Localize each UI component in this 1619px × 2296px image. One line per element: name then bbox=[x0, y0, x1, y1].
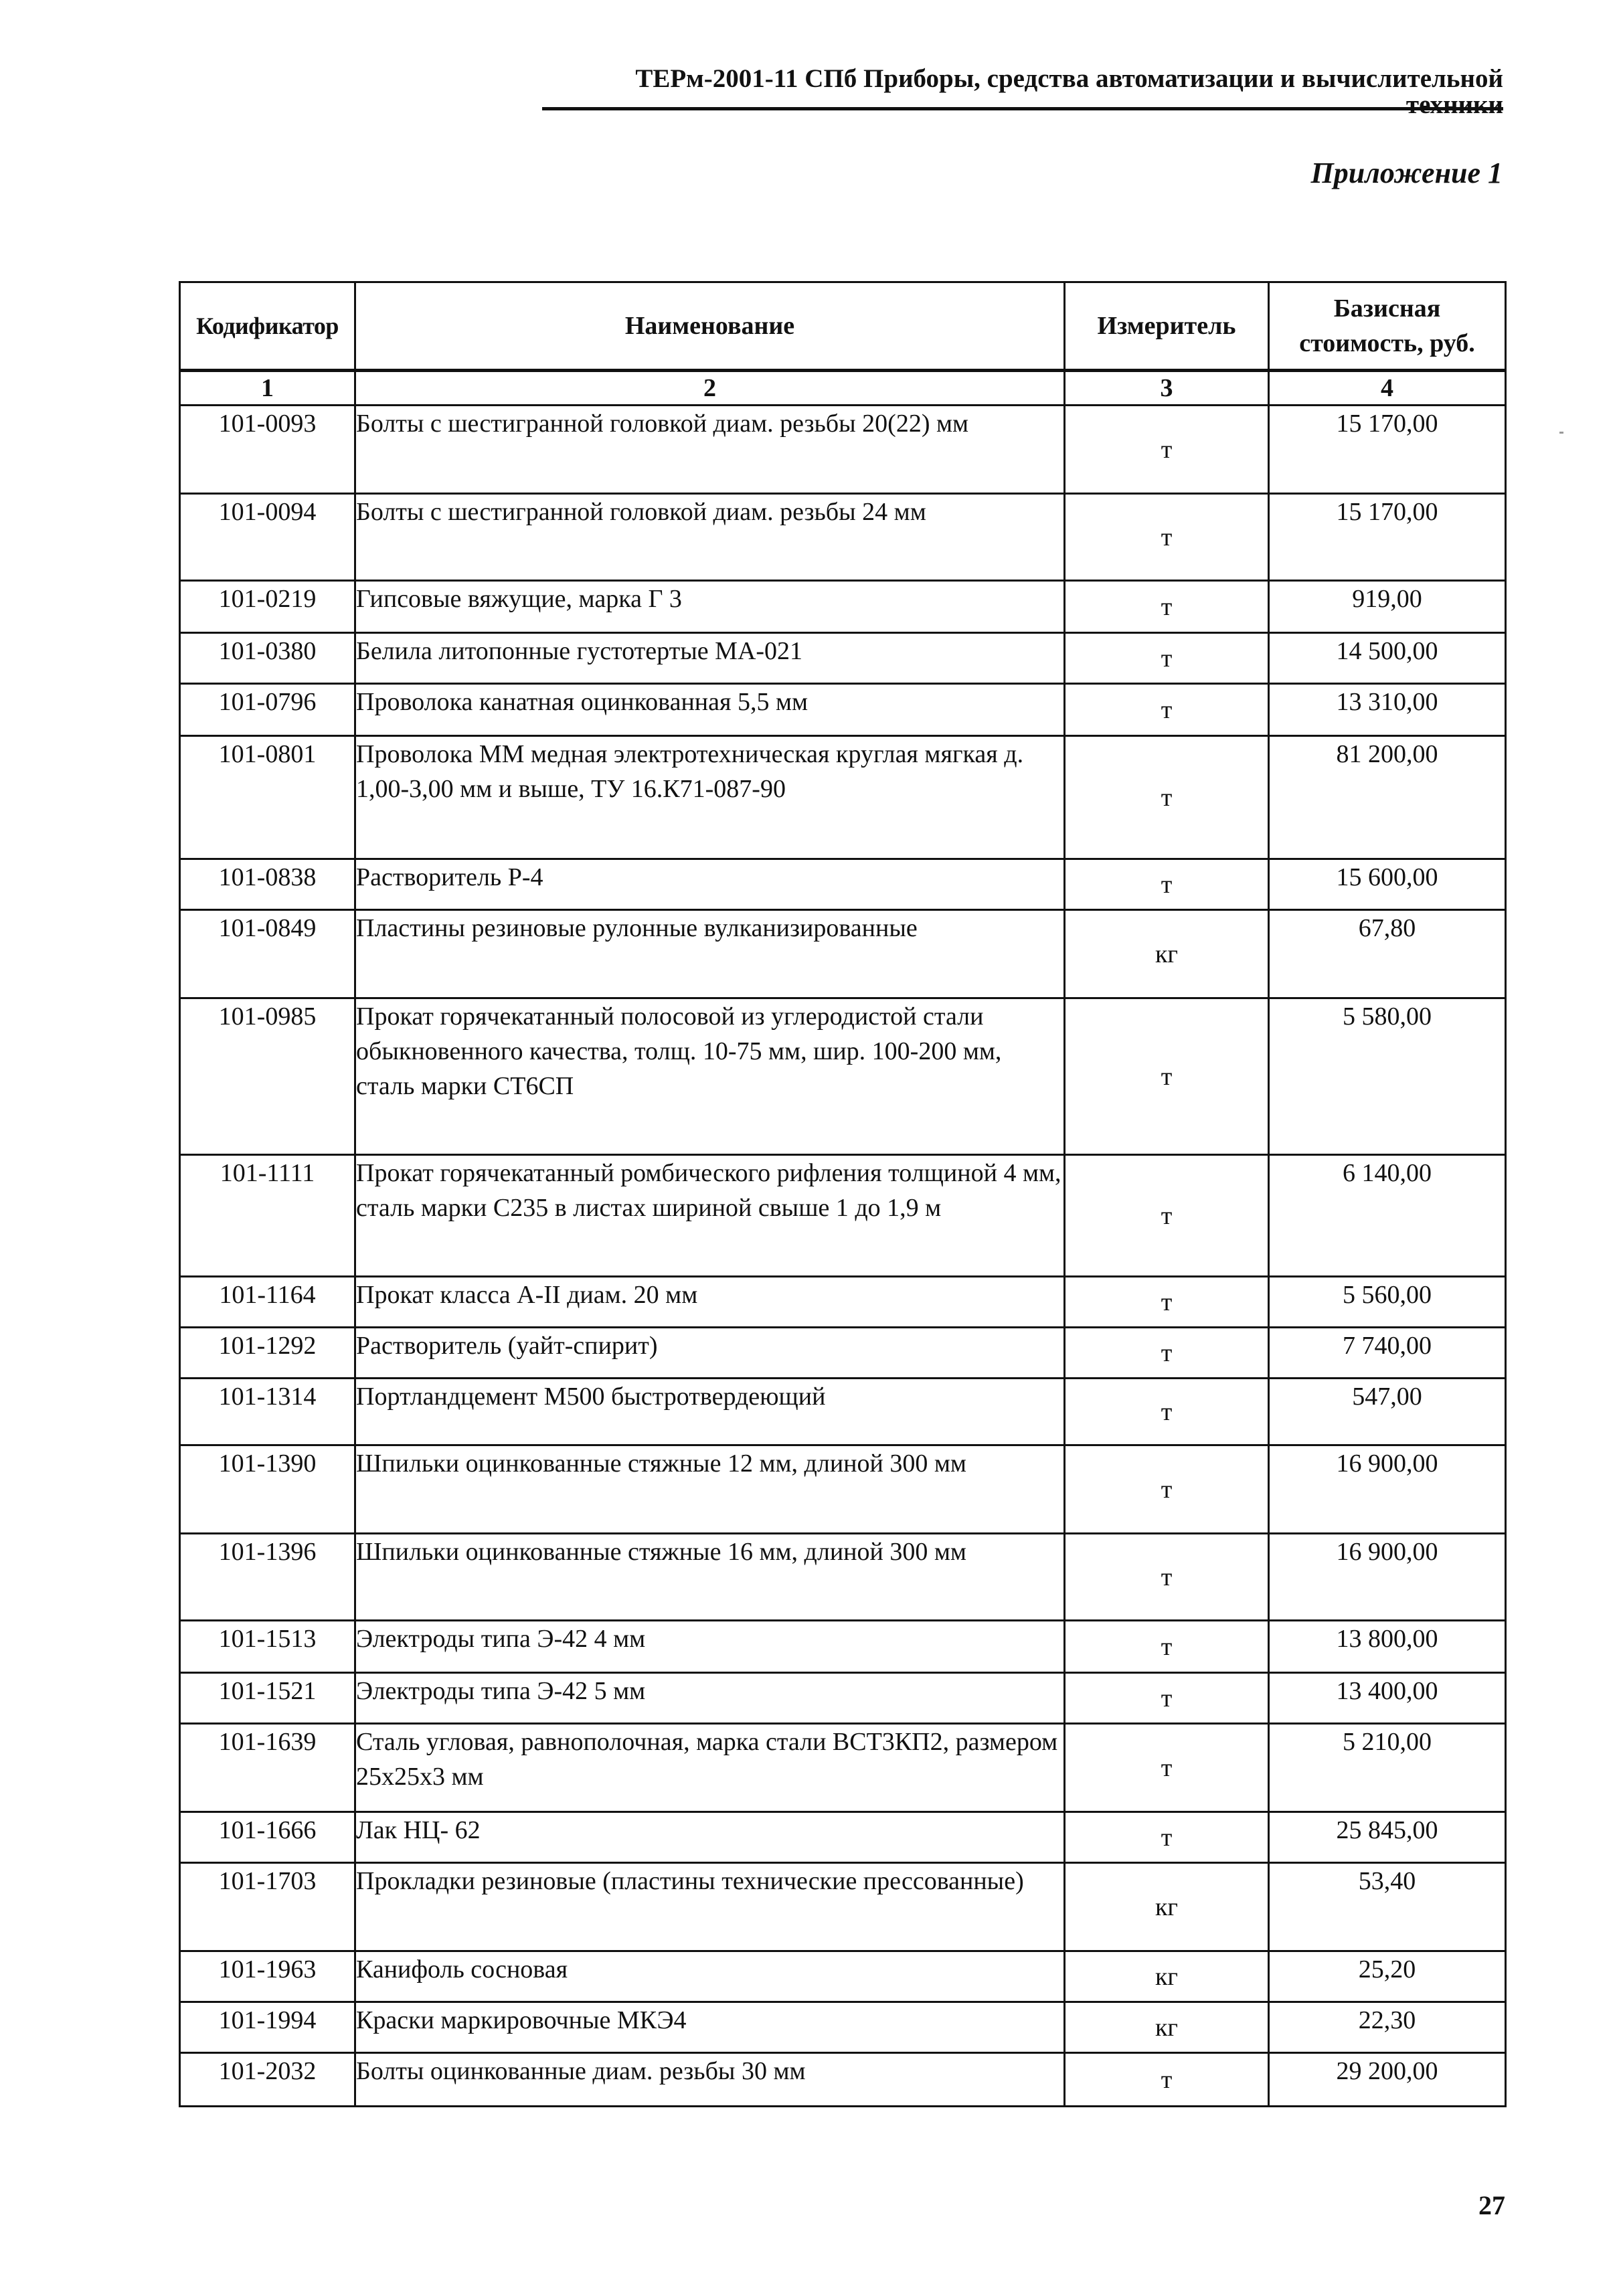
material-name: Прокат горячекатанный полосовой из углеродистой стали обыкновенного качества, толщ. 10-75 мм, шир. 100-200 мм, сталь марки СТ6СП bbox=[355, 998, 1065, 1155]
column-number: 2 bbox=[355, 371, 1065, 406]
table-row bbox=[180, 736, 1506, 859]
material-name: Прокладки резиновые (пластины технические прессованные) bbox=[355, 1863, 1065, 1951]
material-code: 101-0985 bbox=[180, 998, 355, 1155]
unit-of-measure: т bbox=[1065, 1534, 1269, 1621]
base-cost: 25 845,00 bbox=[1269, 1812, 1506, 1863]
unit-of-measure: т bbox=[1065, 1155, 1269, 1277]
material-code: 101-1521 bbox=[180, 1673, 355, 1724]
material-code: 101-1111 bbox=[180, 1155, 355, 1277]
table-row bbox=[180, 1621, 1506, 1673]
material-name: Шпильки оцинкованные стяжные 12 мм, длиной 300 мм bbox=[355, 1445, 1065, 1534]
base-cost: 15 170,00 bbox=[1269, 494, 1506, 581]
unit-of-measure: т bbox=[1065, 1673, 1269, 1724]
base-cost: 5 210,00 bbox=[1269, 1724, 1506, 1812]
base-cost: 29 200,00 bbox=[1269, 2053, 1506, 2107]
material-code: 101-0838 bbox=[180, 859, 355, 910]
material-code: 101-1703 bbox=[180, 1863, 355, 1951]
page-number: 27 bbox=[1478, 2190, 1505, 2220]
base-cost: 15 600,00 bbox=[1269, 859, 1506, 910]
price-table bbox=[179, 281, 1507, 2107]
unit-of-measure: т bbox=[1065, 1445, 1269, 1534]
material-name: Проволока ММ медная электротехническая круглая мягкая д. 1,00-3,00 мм и выше, ТУ 16.К71-087-90 bbox=[355, 736, 1065, 859]
material-name: Болты оцинкованные диам. резьбы 30 мм bbox=[355, 2053, 1065, 2107]
column-number: 1 bbox=[180, 371, 355, 406]
material-name: Пластины резиновые рулонные вулканизированные bbox=[355, 910, 1065, 998]
base-cost: 22,30 bbox=[1269, 2002, 1506, 2053]
base-cost: 67,80 bbox=[1269, 910, 1506, 998]
material-code: 101-0796 bbox=[180, 684, 355, 736]
table-row bbox=[180, 1277, 1506, 1328]
unit-of-measure: кг bbox=[1065, 1863, 1269, 1951]
table-row bbox=[180, 684, 1506, 736]
table-header-row bbox=[180, 282, 1506, 371]
base-cost: 81 200,00 bbox=[1269, 736, 1506, 859]
base-cost: 13 310,00 bbox=[1269, 684, 1506, 736]
header-name: Наименование bbox=[355, 282, 1065, 371]
base-cost: 16 900,00 bbox=[1269, 1534, 1506, 1621]
material-name: Канифоль сосновая bbox=[355, 1951, 1065, 2002]
base-cost: 15 170,00 bbox=[1269, 406, 1506, 494]
unit-of-measure: т bbox=[1065, 736, 1269, 859]
table-row bbox=[180, 1328, 1506, 1379]
material-name: Проволока канатная оцинкованная 5,5 мм bbox=[355, 684, 1065, 736]
unit-of-measure: т bbox=[1065, 1277, 1269, 1328]
unit-of-measure: т bbox=[1065, 1328, 1269, 1379]
column-number: 4 bbox=[1269, 371, 1506, 406]
material-name: Гипсовые вяжущие, марка Г 3 bbox=[355, 581, 1065, 633]
table-row bbox=[180, 1724, 1506, 1812]
unit-of-measure: т bbox=[1065, 494, 1269, 581]
table-row bbox=[180, 494, 1506, 581]
base-cost: 5 580,00 bbox=[1269, 998, 1506, 1155]
table-row bbox=[180, 2002, 1506, 2053]
material-name: Болты с шестигранной головкой диам. резьбы 20(22) мм bbox=[355, 406, 1065, 494]
base-cost: 16 900,00 bbox=[1269, 1445, 1506, 1534]
table-row bbox=[180, 1379, 1506, 1445]
material-name: Прокат горячекатанный ромбического рифления толщиной 4 мм, сталь марки С235 в листах шириной свыше 1 до 1,9 м bbox=[355, 1155, 1065, 1277]
table-row bbox=[180, 1812, 1506, 1863]
material-code: 101-1396 bbox=[180, 1534, 355, 1621]
table-row bbox=[180, 1951, 1506, 2002]
material-code: 101-0093 bbox=[180, 406, 355, 494]
base-cost: 13 400,00 bbox=[1269, 1673, 1506, 1724]
unit-of-measure: т bbox=[1065, 1724, 1269, 1812]
unit-of-measure: т bbox=[1065, 859, 1269, 910]
base-cost: 547,00 bbox=[1269, 1379, 1506, 1445]
material-name: Лак НЦ- 62 bbox=[355, 1812, 1065, 1863]
unit-of-measure: т bbox=[1065, 1812, 1269, 1863]
base-cost: 25,20 bbox=[1269, 1951, 1506, 2002]
table-row bbox=[180, 406, 1506, 494]
header-codifier: Кодификатор bbox=[180, 282, 355, 371]
unit-of-measure: т bbox=[1065, 581, 1269, 633]
material-code: 101-1314 bbox=[180, 1379, 355, 1445]
material-code: 101-1666 bbox=[180, 1812, 355, 1863]
unit-of-measure: т bbox=[1065, 1621, 1269, 1673]
document-header-title: ТЕРм-2001-11 СПб Приборы, средства автоматизации и вычислительной техники bbox=[635, 64, 1503, 119]
unit-of-measure: т bbox=[1065, 998, 1269, 1155]
material-name: Болты с шестигранной головкой диам. резьбы 24 мм bbox=[355, 494, 1065, 581]
table-row bbox=[180, 1155, 1506, 1277]
table-row bbox=[180, 1534, 1506, 1621]
table-row bbox=[180, 998, 1506, 1155]
base-cost: 13 800,00 bbox=[1269, 1621, 1506, 1673]
material-name: Краски маркировочные МКЭ4 bbox=[355, 2002, 1065, 2053]
column-number: 3 bbox=[1065, 371, 1269, 406]
material-name: Белила литопонные густотертые МА-021 bbox=[355, 633, 1065, 684]
base-cost: 53,40 bbox=[1269, 1863, 1506, 1951]
unit-of-measure: кг bbox=[1065, 910, 1269, 998]
material-code: 101-1164 bbox=[180, 1277, 355, 1328]
material-name: Сталь угловая, равнополочная, марка стали ВСТ3КП2, размером 25х25х3 мм bbox=[355, 1724, 1065, 1812]
material-name: Шпильки оцинкованные стяжные 16 мм, длиной 300 мм bbox=[355, 1534, 1065, 1621]
base-cost: 919,00 bbox=[1269, 581, 1506, 633]
base-cost: 6 140,00 bbox=[1269, 1155, 1506, 1277]
material-code: 101-1390 bbox=[180, 1445, 355, 1534]
material-code: 101-1513 bbox=[180, 1621, 355, 1673]
material-code: 101-0094 bbox=[180, 494, 355, 581]
unit-of-measure: т bbox=[1065, 406, 1269, 494]
base-cost: 14 500,00 bbox=[1269, 633, 1506, 684]
table-row bbox=[180, 633, 1506, 684]
header-base-cost: Базисная стоимость, руб. bbox=[1269, 282, 1506, 371]
header-unit: Измеритель bbox=[1065, 282, 1269, 371]
unit-of-measure: т bbox=[1065, 684, 1269, 736]
material-code: 101-1639 bbox=[180, 1724, 355, 1812]
material-code: 101-0380 bbox=[180, 633, 355, 684]
table-row bbox=[180, 910, 1506, 998]
table-row bbox=[180, 859, 1506, 910]
unit-of-measure: т bbox=[1065, 633, 1269, 684]
material-name: Прокат класса А-II диам. 20 мм bbox=[355, 1277, 1065, 1328]
table-row bbox=[180, 1863, 1506, 1951]
material-name: Электроды типа Э-42 4 мм bbox=[355, 1621, 1065, 1673]
unit-of-measure: кг bbox=[1065, 2002, 1269, 2053]
table-row bbox=[180, 581, 1506, 633]
table-row bbox=[180, 2053, 1506, 2107]
scan-speck bbox=[1559, 432, 1563, 434]
column-number-row bbox=[180, 371, 1506, 406]
unit-of-measure: т bbox=[1065, 2053, 1269, 2107]
material-code: 101-1292 bbox=[180, 1328, 355, 1379]
material-code: 101-1994 bbox=[180, 2002, 355, 2053]
unit-of-measure: т bbox=[1065, 1379, 1269, 1445]
material-name: Растворитель Р-4 bbox=[355, 859, 1065, 910]
material-name: Портландцемент М500 быстротвердеющий bbox=[355, 1379, 1065, 1445]
material-code: 101-2032 bbox=[180, 2053, 355, 2107]
unit-of-measure: кг bbox=[1065, 1951, 1269, 2002]
appendix-label: Приложение 1 bbox=[1310, 157, 1503, 189]
material-name: Растворитель (уайт-спирит) bbox=[355, 1328, 1065, 1379]
material-code: 101-0849 bbox=[180, 910, 355, 998]
base-cost: 5 560,00 bbox=[1269, 1277, 1506, 1328]
material-code: 101-0219 bbox=[180, 581, 355, 633]
material-code: 101-1963 bbox=[180, 1951, 355, 2002]
material-name: Электроды типа Э-42 5 мм bbox=[355, 1673, 1065, 1724]
table-row bbox=[180, 1445, 1506, 1534]
table-row bbox=[180, 1673, 1506, 1724]
base-cost: 7 740,00 bbox=[1269, 1328, 1506, 1379]
header-divider bbox=[542, 107, 1503, 110]
material-code: 101-0801 bbox=[180, 736, 355, 859]
